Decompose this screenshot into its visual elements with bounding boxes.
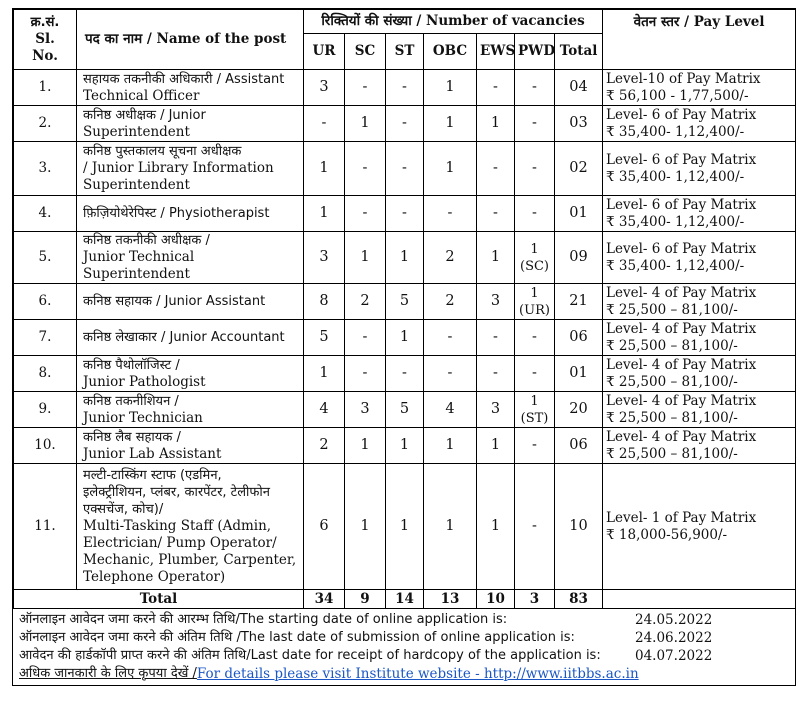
vacancy-ur-cell: 6 bbox=[304, 464, 345, 590]
total-total-cell: 83 bbox=[555, 590, 603, 609]
sl-no-cell: 9. bbox=[14, 392, 77, 428]
post-name-cell bbox=[77, 70, 304, 106]
post-name-line: कनिष्ठ लेखाकार / Junior Accountant bbox=[83, 330, 285, 345]
total-ews-cell: 10 bbox=[477, 590, 515, 609]
vacancy-obc-cell: - bbox=[424, 196, 477, 232]
post-name-line: मल्टी-टास्किंग स्टाफ (एडमिन, bbox=[83, 468, 222, 483]
pay-level-cell bbox=[603, 70, 796, 106]
vacancy-total-cell: 06 bbox=[555, 320, 603, 356]
total-pay-empty bbox=[603, 590, 796, 609]
table-row bbox=[14, 232, 796, 284]
post-name-line: Technical Officer bbox=[83, 87, 200, 104]
last-date-row bbox=[19, 629, 787, 647]
vacancy-st-cell: - bbox=[386, 70, 424, 106]
category-header-ews: EWS bbox=[477, 34, 515, 70]
vacancy-sc-cell: - bbox=[345, 142, 386, 196]
details-row bbox=[19, 665, 787, 683]
category-header-sc: SC bbox=[345, 34, 386, 70]
post-name-line: एक्सचेंज, कोच)/ bbox=[83, 502, 164, 517]
post-name-cell bbox=[77, 232, 304, 284]
sl-no-cell: 5. bbox=[14, 232, 77, 284]
table-row bbox=[14, 356, 796, 392]
vacancy-ews-cell: - bbox=[477, 70, 515, 106]
pay-level-cell bbox=[603, 464, 796, 590]
post-name-line: कनिष्ठ सहायक / Junior Assistant bbox=[83, 294, 266, 309]
sl-no-cell: 3. bbox=[14, 142, 77, 196]
total-sc-cell: 9 bbox=[345, 590, 386, 609]
details-hi-label: अधिक जानकारी के लिए कृपया देखें / bbox=[19, 666, 197, 681]
pay-scale-text: ₹ 56,100 - 1,77,500/- bbox=[606, 87, 749, 104]
hardcopy-date-row bbox=[19, 647, 787, 665]
pay-scale-text: ₹ 25,500 – 81,100/- bbox=[606, 445, 738, 462]
pay-scale-text: ₹ 35,400- 1,12,400/- bbox=[606, 213, 745, 230]
post-name-cell bbox=[77, 392, 304, 428]
vacancy-obc-cell: 4 bbox=[424, 392, 477, 428]
table-row bbox=[14, 196, 796, 232]
pay-level-text: Level- 4 of Pay Matrix bbox=[606, 392, 757, 409]
pay-level-text: Level- 1 of Pay Matrix bbox=[606, 509, 757, 526]
sl-no-cell: 6. bbox=[14, 284, 77, 320]
vacancy-obc-cell: 1 bbox=[424, 142, 477, 196]
post-name-cell bbox=[77, 428, 304, 464]
post-name-line: / Junior Library Information bbox=[83, 160, 274, 176]
vacancy-pwd-cell: 1 (UR) bbox=[515, 284, 555, 320]
vacancy-ews-cell: 3 bbox=[477, 392, 515, 428]
post-name-line: इलेक्ट्रीशियन, प्लंबर, कारपेंटर, टेलीफोन bbox=[83, 485, 271, 500]
pay-level-cell bbox=[603, 392, 796, 428]
hardcopy-date-label: आवेदन की हार्डकॉपी प्राप्त करने की अंतिम तिथि/Last date for receipt of hardcopy of the application is: bbox=[19, 648, 601, 663]
vacancy-sc-cell: 1 bbox=[345, 106, 386, 142]
vacancy-sc-cell: 1 bbox=[345, 428, 386, 464]
vacancy-ur-cell: 1 bbox=[304, 196, 345, 232]
post-name-line: कनिष्ठ अधीक्षक / Junior bbox=[83, 107, 206, 123]
table-row bbox=[14, 70, 796, 106]
vacancy-ews-cell: 1 bbox=[477, 464, 515, 590]
post-name-line: कनिष्ठ लैब सहायक / bbox=[83, 429, 181, 445]
sl-no-header bbox=[14, 10, 77, 70]
vacancy-ur-cell: 2 bbox=[304, 428, 345, 464]
vacancy-st-cell: 1 bbox=[386, 232, 424, 284]
vacancy-ur-cell: 3 bbox=[304, 232, 345, 284]
vacancy-ews-cell: 1 bbox=[477, 232, 515, 284]
post-name-line: Junior Pathologist bbox=[83, 373, 206, 390]
vacancy-pwd-cell: - bbox=[515, 428, 555, 464]
pay-scale-text: ₹ 25,500 – 81,100/- bbox=[606, 301, 738, 318]
post-name-line: Superintendent bbox=[83, 123, 190, 140]
sl-no-cell: 1. bbox=[14, 70, 77, 106]
vacancy-st-cell: - bbox=[386, 196, 424, 232]
post-name-cell bbox=[77, 142, 304, 196]
category-header-ur: UR bbox=[304, 34, 345, 70]
vacancy-st-cell: 1 bbox=[386, 464, 424, 590]
pay-level-text: Level- 4 of Pay Matrix bbox=[606, 320, 757, 337]
vacancy-st-cell: 5 bbox=[386, 284, 424, 320]
vacancy-pwd-cell: 1 (SC) bbox=[515, 232, 555, 284]
vacancy-sc-cell: 2 bbox=[345, 284, 386, 320]
post-name-line: Junior Lab Assistant bbox=[83, 445, 222, 462]
last-date-label: ऑनलाइन आवेदन जमा करने की अंतिम तिथि /The last date of submission of online application is: bbox=[19, 630, 575, 645]
vacancy-obc-cell: 1 bbox=[424, 70, 477, 106]
vacancy-total-cell: 01 bbox=[555, 196, 603, 232]
dates-footer bbox=[13, 609, 795, 683]
pay-level-cell bbox=[603, 284, 796, 320]
vacancy-st-cell: 1 bbox=[386, 428, 424, 464]
vacancy-total-cell: 20 bbox=[555, 392, 603, 428]
vacancy-pwd-cell: - bbox=[515, 70, 555, 106]
post-name-cell bbox=[77, 196, 304, 232]
vacancy-obc-cell: 2 bbox=[424, 232, 477, 284]
total-ur-cell: 34 bbox=[304, 590, 345, 609]
vacancy-pwd-cell: - bbox=[515, 196, 555, 232]
vacancy-obc-cell: - bbox=[424, 356, 477, 392]
vacancy-pwd-cell: - bbox=[515, 320, 555, 356]
vacancy-pwd-cell: - bbox=[515, 464, 555, 590]
category-header-st: ST bbox=[386, 34, 424, 70]
post-name-line: Junior Technical Superintendent bbox=[83, 249, 195, 282]
table-row bbox=[14, 428, 796, 464]
total-obc-cell: 13 bbox=[424, 590, 477, 609]
sl-no-cell: 4. bbox=[14, 196, 77, 232]
pay-level-text: Level- 6 of Pay Matrix bbox=[606, 240, 757, 257]
post-name-line: Mechanic, Plumber, Carpenter, bbox=[83, 552, 297, 568]
vacancy-sc-cell: - bbox=[345, 70, 386, 106]
vacancy-ur-cell: 1 bbox=[304, 142, 345, 196]
sl-no-cell: 2. bbox=[14, 106, 77, 142]
sl-no-en: Sl. No. bbox=[32, 31, 58, 64]
vacancy-sc-cell: - bbox=[345, 196, 386, 232]
vacancy-ur-cell: 3 bbox=[304, 70, 345, 106]
vacancy-total-cell: 06 bbox=[555, 428, 603, 464]
vacancy-st-cell: - bbox=[386, 106, 424, 142]
vacancy-total-cell: 02 bbox=[555, 142, 603, 196]
vacancy-ews-cell: 1 bbox=[477, 106, 515, 142]
pay-scale-text: ₹ 25,500 – 81,100/- bbox=[606, 409, 738, 426]
sl-no-cell: 10. bbox=[14, 428, 77, 464]
pay-level-text: Level- 6 of Pay Matrix bbox=[606, 196, 757, 213]
table-row bbox=[14, 320, 796, 356]
table-row bbox=[14, 106, 796, 142]
institute-website-link[interactable]: For details please visit Institute website - http://www.iitbbs.ac.in bbox=[196, 666, 639, 682]
start-date-value: 24.05.2022 bbox=[635, 612, 713, 628]
vacancy-sc-cell: 1 bbox=[345, 464, 386, 590]
vacancy-st-cell: 5 bbox=[386, 392, 424, 428]
post-name-line: कनिष्ठ तकनीकी अधीक्षक / bbox=[83, 233, 210, 248]
pay-scale-text: ₹ 25,500 – 81,100/- bbox=[606, 337, 738, 354]
pay-level-cell bbox=[603, 356, 796, 392]
vacancy-ews-cell: - bbox=[477, 142, 515, 196]
post-name-line: Junior Technician bbox=[83, 409, 203, 426]
post-name-line: Multi-Tasking Staff (Admin, bbox=[83, 518, 272, 534]
vacancy-st-cell: - bbox=[386, 142, 424, 196]
vacancies-header: रिक्तियों की संख्या / Number of vacancies bbox=[304, 10, 603, 34]
post-name-cell bbox=[77, 106, 304, 142]
vacancy-pwd-cell: - bbox=[515, 356, 555, 392]
pay-scale-text: ₹ 35,400- 1,12,400/- bbox=[606, 257, 745, 274]
start-date-label: ऑनलाइन आवेदन जमा करने की आरम्भ तिथि/The starting date of online application is: bbox=[19, 612, 508, 627]
vacancy-rows bbox=[14, 70, 796, 609]
post-name-line: Superintendent bbox=[83, 177, 190, 193]
pay-level-text: Level- 6 of Pay Matrix bbox=[606, 106, 757, 123]
pay-level-cell bbox=[603, 320, 796, 356]
vacancy-st-cell: 1 bbox=[386, 320, 424, 356]
pay-level-cell bbox=[603, 428, 796, 464]
pay-scale-text: ₹ 35,400- 1,12,400/- bbox=[606, 168, 745, 185]
vacancy-total-cell: 04 bbox=[555, 70, 603, 106]
hardcopy-date-value: 04.07.2022 bbox=[635, 648, 713, 664]
vacancy-table bbox=[13, 9, 796, 609]
table-row bbox=[14, 392, 796, 428]
vacancy-st-cell: - bbox=[386, 356, 424, 392]
post-name-cell bbox=[77, 320, 304, 356]
total-label: Total bbox=[14, 590, 304, 609]
vacancy-sc-cell: 3 bbox=[345, 392, 386, 428]
vacancy-ur-cell: 4 bbox=[304, 392, 345, 428]
table-row bbox=[14, 464, 796, 590]
vacancy-obc-cell: 1 bbox=[424, 106, 477, 142]
vacancy-ur-cell: - bbox=[304, 106, 345, 142]
post-name-line: कनिष्ठ पैथोलॉजिस्ट / bbox=[83, 357, 180, 373]
vacancy-total-cell: 10 bbox=[555, 464, 603, 590]
pay-scale-text: ₹ 18,000-56,900/- bbox=[606, 526, 728, 543]
vacancy-obc-cell: 1 bbox=[424, 428, 477, 464]
vacancy-pwd-cell: 1 (ST) bbox=[515, 392, 555, 428]
vacancy-ews-cell: - bbox=[477, 320, 515, 356]
sl-no-cell: 7. bbox=[14, 320, 77, 356]
vacancy-pwd-cell: - bbox=[515, 142, 555, 196]
vacancy-total-cell: 03 bbox=[555, 106, 603, 142]
pay-level-text: Level- 4 of Pay Matrix bbox=[606, 284, 757, 301]
vacancy-pwd-cell: - bbox=[515, 106, 555, 142]
vacancy-obc-cell: 1 bbox=[424, 464, 477, 590]
vacancy-obc-cell: 2 bbox=[424, 284, 477, 320]
pay-level-text: Level-10 of Pay Matrix bbox=[606, 70, 761, 87]
category-header-obc: OBC bbox=[424, 34, 477, 70]
pay-level-cell bbox=[603, 106, 796, 142]
sl-no-cell: 8. bbox=[14, 356, 77, 392]
pay-level-text: Level- 4 of Pay Matrix bbox=[606, 356, 757, 373]
total-st-cell: 14 bbox=[386, 590, 424, 609]
pay-scale-text: ₹ 35,400- 1,12,400/- bbox=[606, 123, 745, 140]
vacancy-ews-cell: 3 bbox=[477, 284, 515, 320]
pay-level-text: Level- 4 of Pay Matrix bbox=[606, 428, 757, 445]
table-row bbox=[14, 142, 796, 196]
category-header-total: Total bbox=[555, 34, 603, 70]
category-header-pwd: PWD bbox=[515, 34, 555, 70]
vacancy-obc-cell: - bbox=[424, 320, 477, 356]
pay-level-cell bbox=[603, 142, 796, 196]
vacancy-sc-cell: - bbox=[345, 320, 386, 356]
pay-level-text: Level- 6 of Pay Matrix bbox=[606, 151, 757, 168]
post-name-line: फ़िज़ियोथेरेपिस्ट / Physiotherapist bbox=[83, 206, 270, 221]
vacancy-total-cell: 01 bbox=[555, 356, 603, 392]
last-date-value: 24.06.2022 bbox=[635, 630, 713, 646]
post-name-cell bbox=[77, 464, 304, 590]
vacancy-ur-cell: 1 bbox=[304, 356, 345, 392]
sl-no-cell: 11. bbox=[14, 464, 77, 590]
post-header: पद का नाम / Name of the post bbox=[77, 10, 304, 70]
vacancy-ews-cell: - bbox=[477, 196, 515, 232]
notice-container bbox=[12, 8, 796, 686]
post-name-line: Electrician/ Pump Operator/ bbox=[83, 535, 277, 551]
post-name-cell bbox=[77, 284, 304, 320]
pay-level-cell bbox=[603, 232, 796, 284]
table-header bbox=[14, 10, 796, 70]
post-name-line: कनिष्ठ पुस्तकालय सूचना अधीक्षक bbox=[83, 144, 242, 159]
total-pwd-cell: 3 bbox=[515, 590, 555, 609]
pay-level-cell bbox=[603, 196, 796, 232]
vacancy-ews-cell: 1 bbox=[477, 428, 515, 464]
start-date-row bbox=[19, 611, 787, 629]
vacancy-sc-cell: 1 bbox=[345, 232, 386, 284]
post-name-cell bbox=[77, 356, 304, 392]
vacancy-ur-cell: 8 bbox=[304, 284, 345, 320]
vacancy-ews-cell: - bbox=[477, 356, 515, 392]
vacancy-total-cell: 09 bbox=[555, 232, 603, 284]
post-name-line: कनिष्ठ तकनीशियन / bbox=[83, 393, 179, 409]
post-name-line: सहायक तकनीकी अधिकारी / Assistant bbox=[83, 71, 285, 87]
vacancy-sc-cell: - bbox=[345, 356, 386, 392]
pay-scale-text: ₹ 25,500 – 81,100/- bbox=[606, 373, 738, 390]
post-name-line: Telephone Operator) bbox=[83, 569, 226, 585]
vacancy-total-cell: 21 bbox=[555, 284, 603, 320]
vacancy-ur-cell: 5 bbox=[304, 320, 345, 356]
table-row bbox=[14, 284, 796, 320]
sl-no-hi: क्र.सं. bbox=[30, 15, 60, 30]
total-row bbox=[14, 590, 796, 609]
pay-level-header: वेतन स्तर / Pay Level bbox=[603, 10, 796, 70]
